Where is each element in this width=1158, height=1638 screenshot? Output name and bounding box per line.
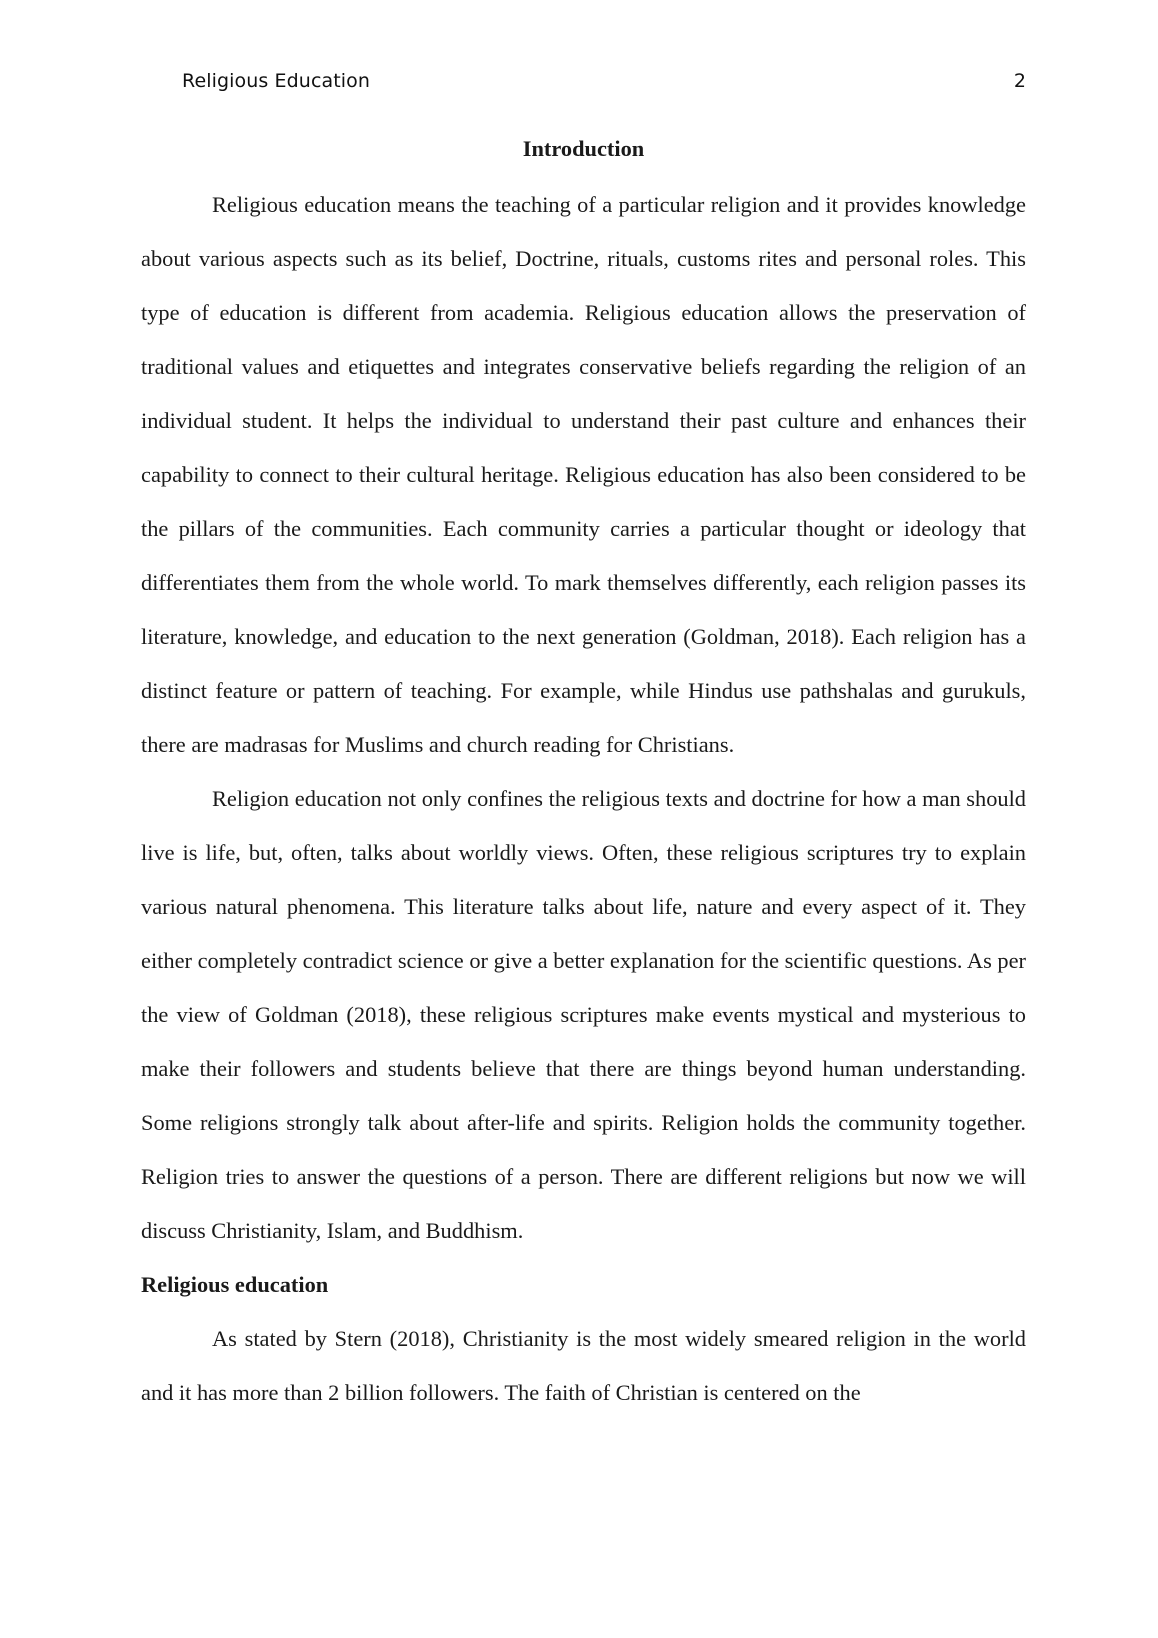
section-heading-religious-education: Religious education (141, 1272, 329, 1297)
document-body (141, 134, 1026, 1420)
section-heading-introduction: Introduction (522, 136, 645, 161)
paragraph-intro-2: Religion education not only confines the religious texts and doctrine for how a man should live is life, but, often, talks about worldly views. Often, these religious scriptures try to explain various natural phenomena. This literature talks about life, nature and every aspect of it. They either completely contradict science or give a better explanation for the scientific questions. As per the view of Goldman (2018), these religious scriptures make events mystical and mysterious to make their followers and students believe that there are things beyond human understanding. Some religions strongly talk about after-life and spirits. Religion holds the community together. Religion tries to answer the questions of a person. There are different religions but now we will discuss Christianity, Islam, and Buddhism. (141, 786, 1026, 1243)
running-head: Religious Education (182, 70, 371, 92)
page-number: 2 (1013, 70, 1026, 92)
paragraph-intro-1: Religious education means the teaching of a particular religion and it provides knowledge about various aspects such as its belief, Doctrine, rituals, customs rites and personal roles. This type of education is different from academia. Religious education allows the preservation of traditional values and etiquettes and integrates conservative beliefs regarding the religion of an individual student. It helps the individual to understand their past culture and enhances their capability to connect to their cultural heritage. Religious education has also been considered to be the pillars of the communities. Each community carries a particular thought or ideology that differentiates them from the whole world. To mark themselves differently, each religion passes its literature, knowledge, and education to the next generation (Goldman, 2018). Each religion has a distinct feature or pattern of teaching. For example, while Hindus use pathshalas and gurukuls, there are madrasas for Muslims and church reading for Christians. (141, 192, 1026, 757)
paragraph-religious-education-1: As stated by Stern (2018), Christianity is the most widely smeared religion in the world and it has more than 2 billion followers. The faith of Christian is centered on the (141, 1326, 1026, 1405)
